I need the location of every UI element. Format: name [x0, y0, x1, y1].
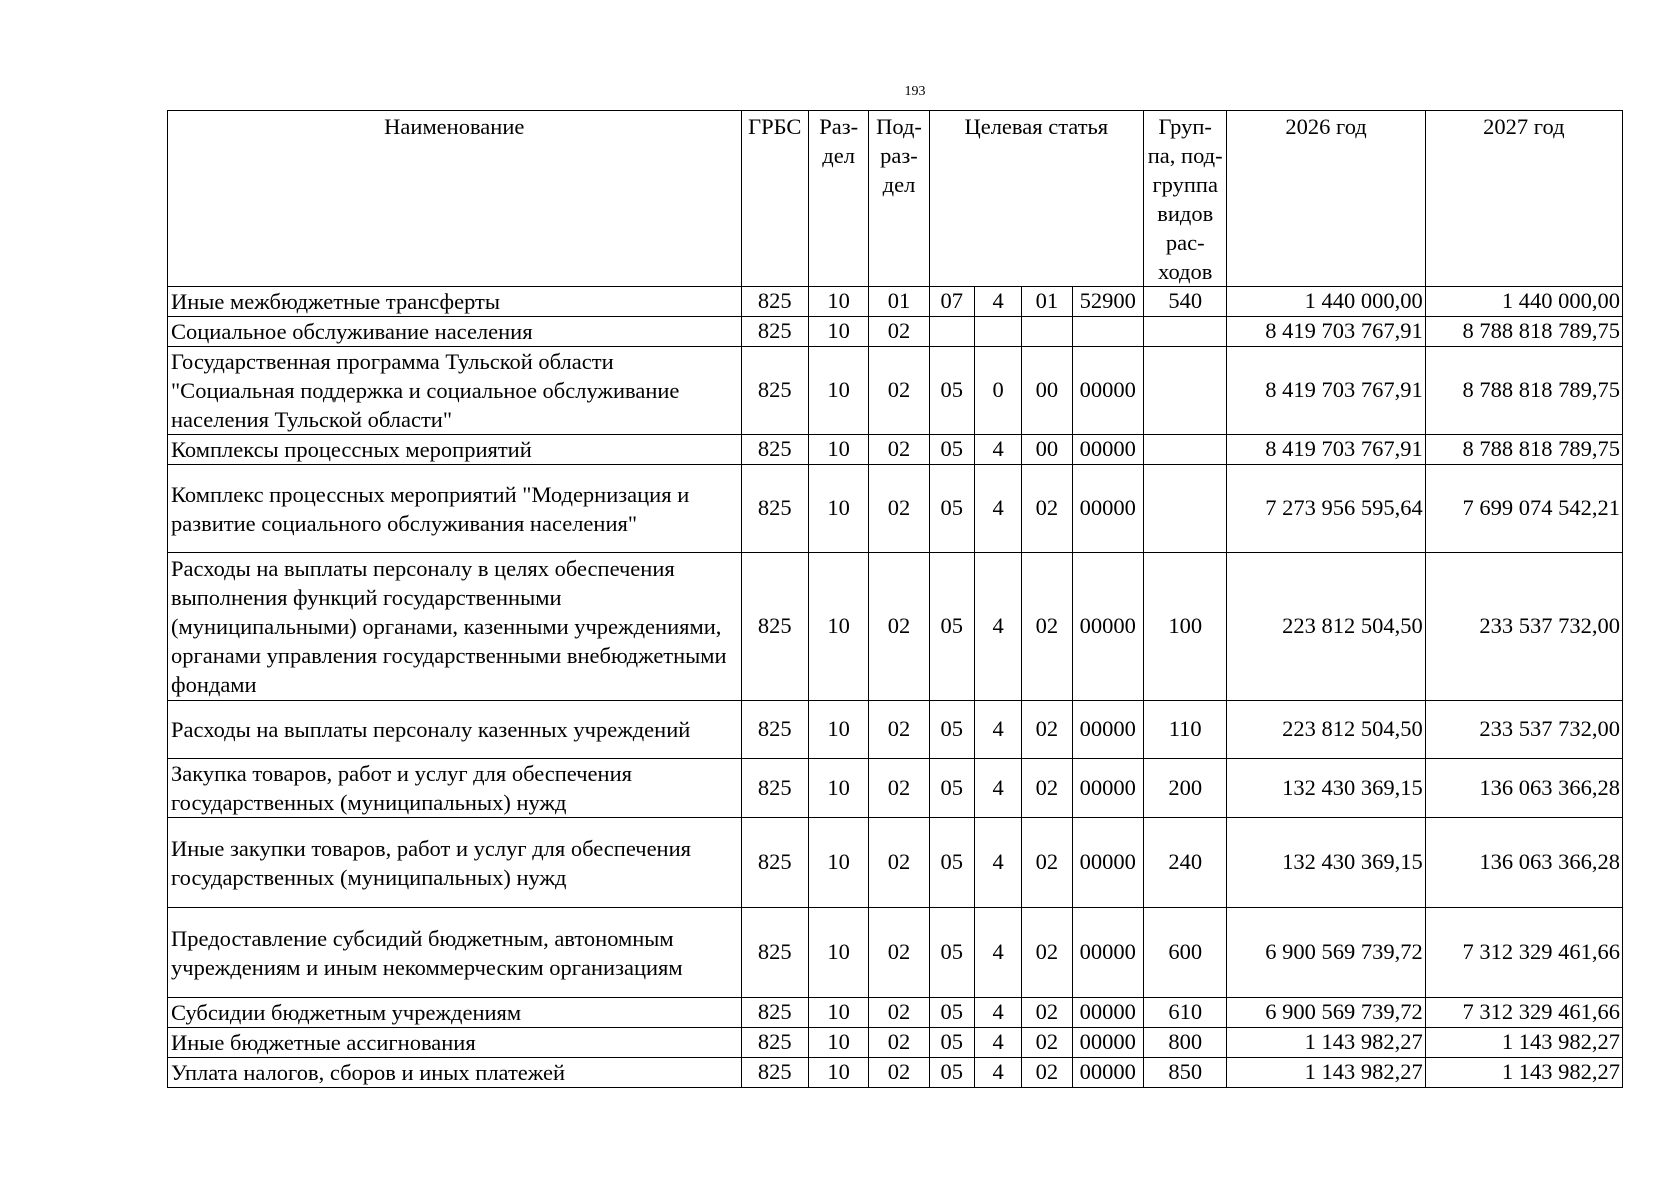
row-target-program: 05	[929, 759, 974, 818]
row-name: Расходы на выплаты персоналу в целях обеспечения выполнения функций государственными (муниципальными) органами, казенными учреждениями, органами управления государственными внебюджетными фондами	[168, 553, 742, 701]
row-target-type: 4	[974, 287, 1021, 317]
row-target-type: 4	[974, 465, 1021, 553]
row-name: Расходы на выплаты персоналу казенных учреждений	[168, 701, 742, 759]
row-expense-group: 800	[1143, 1028, 1227, 1058]
row-target-program: 07	[929, 287, 974, 317]
row-target-structure: 02	[1022, 908, 1072, 998]
header-podrazdel: Под-раз-дел	[869, 111, 929, 287]
row-grbs: 825	[741, 818, 808, 908]
row-target-structure: 02	[1022, 465, 1072, 553]
row-target-program: 05	[929, 1028, 974, 1058]
row-name: Комплексы процессных мероприятий	[168, 435, 742, 465]
row-grbs: 825	[741, 287, 808, 317]
row-podrazdel: 02	[869, 553, 929, 701]
table-row	[168, 347, 1623, 435]
table-row	[168, 701, 1623, 759]
row-amount-2027: 7 312 329 461,66	[1425, 998, 1622, 1028]
header-year-2026: 2026 год	[1227, 111, 1425, 287]
row-razdel: 10	[808, 759, 868, 818]
row-grbs: 825	[741, 1028, 808, 1058]
header-row	[168, 111, 1623, 287]
row-target-direction: 00000	[1072, 553, 1143, 701]
row-target-type: 4	[974, 759, 1021, 818]
row-name: Иные межбюджетные трансферты	[168, 287, 742, 317]
row-amount-2027: 136 063 366,28	[1425, 759, 1622, 818]
table-row	[168, 287, 1623, 317]
row-target-direction: 00000	[1072, 347, 1143, 435]
page-number: 193	[904, 84, 926, 99]
row-grbs: 825	[741, 1058, 808, 1088]
row-name: Государственная программа Тульской области "Социальная поддержка и социальное обслуживание населения Тульской области"	[168, 347, 742, 435]
row-target-program	[929, 317, 974, 347]
row-target-direction: 00000	[1072, 1028, 1143, 1058]
row-target-type: 4	[974, 435, 1021, 465]
row-razdel: 10	[808, 553, 868, 701]
row-amount-2027: 1 143 982,27	[1425, 1028, 1622, 1058]
row-name: Иные бюджетные ассигнования	[168, 1028, 742, 1058]
row-grbs: 825	[741, 908, 808, 998]
row-amount-2027: 136 063 366,28	[1425, 818, 1622, 908]
row-amount-2026: 1 143 982,27	[1227, 1028, 1425, 1058]
row-expense-group: 200	[1143, 759, 1227, 818]
row-grbs: 825	[741, 759, 808, 818]
row-podrazdel: 02	[869, 701, 929, 759]
row-razdel: 10	[808, 701, 868, 759]
row-target-type: 0	[974, 347, 1021, 435]
row-target-direction: 00000	[1072, 998, 1143, 1028]
row-razdel: 10	[808, 465, 868, 553]
row-amount-2026: 223 812 504,50	[1227, 553, 1425, 701]
row-amount-2027: 233 537 732,00	[1425, 553, 1622, 701]
row-target-direction: 00000	[1072, 908, 1143, 998]
row-podrazdel: 02	[869, 347, 929, 435]
row-amount-2026: 1 143 982,27	[1227, 1058, 1425, 1088]
row-expense-group	[1143, 465, 1227, 553]
row-name: Закупка товаров, работ и услуг для обеспечения государственных (муниципальных) нужд	[168, 759, 742, 818]
row-razdel: 10	[808, 347, 868, 435]
row-amount-2026: 132 430 369,15	[1227, 759, 1425, 818]
row-amount-2027: 233 537 732,00	[1425, 701, 1622, 759]
table-row	[168, 435, 1623, 465]
row-amount-2027: 8 788 818 789,75	[1425, 317, 1622, 347]
row-amount-2027: 8 788 818 789,75	[1425, 347, 1622, 435]
row-podrazdel: 02	[869, 435, 929, 465]
table-row	[168, 317, 1623, 347]
row-name: Социальное обслуживание населения	[168, 317, 742, 347]
row-podrazdel: 02	[869, 317, 929, 347]
row-target-type: 4	[974, 1028, 1021, 1058]
row-target-program: 05	[929, 553, 974, 701]
row-target-program: 05	[929, 818, 974, 908]
row-razdel: 10	[808, 287, 868, 317]
budget-table	[167, 110, 1623, 1088]
row-expense-group: 610	[1143, 998, 1227, 1028]
table-row	[168, 1058, 1623, 1088]
row-target-type: 4	[974, 818, 1021, 908]
row-target-direction: 00000	[1072, 818, 1143, 908]
row-grbs: 825	[741, 435, 808, 465]
row-amount-2027: 7 699 074 542,21	[1425, 465, 1622, 553]
row-razdel: 10	[808, 435, 868, 465]
header-expense-group: Груп-па, под-группа видов рас-ходов	[1143, 111, 1227, 287]
row-podrazdel: 02	[869, 908, 929, 998]
row-target-structure: 02	[1022, 1058, 1072, 1088]
row-target-program: 05	[929, 347, 974, 435]
row-podrazdel: 02	[869, 998, 929, 1028]
row-target-type: 4	[974, 1058, 1021, 1088]
row-razdel: 10	[808, 998, 868, 1028]
row-podrazdel: 02	[869, 759, 929, 818]
row-podrazdel: 02	[869, 1058, 929, 1088]
row-amount-2026: 223 812 504,50	[1227, 701, 1425, 759]
table-row	[168, 908, 1623, 998]
row-name: Уплата налогов, сборов и иных платежей	[168, 1058, 742, 1088]
row-amount-2026: 7 273 956 595,64	[1227, 465, 1425, 553]
row-grbs: 825	[741, 553, 808, 701]
row-target-type: 4	[974, 701, 1021, 759]
row-grbs: 825	[741, 465, 808, 553]
row-target-program: 05	[929, 998, 974, 1028]
row-podrazdel: 02	[869, 818, 929, 908]
row-grbs: 825	[741, 317, 808, 347]
row-amount-2027: 1 143 982,27	[1425, 1058, 1622, 1088]
table-row	[168, 998, 1623, 1028]
table-row	[168, 759, 1623, 818]
row-amount-2026: 8 419 703 767,91	[1227, 435, 1425, 465]
header-year-2027: 2027 год	[1425, 111, 1622, 287]
row-podrazdel: 02	[869, 465, 929, 553]
table-row	[168, 1028, 1623, 1058]
row-amount-2026: 6 900 569 739,72	[1227, 998, 1425, 1028]
row-target-direction: 00000	[1072, 701, 1143, 759]
row-amount-2026: 8 419 703 767,91	[1227, 347, 1425, 435]
row-name: Иные закупки товаров, работ и услуг для обеспечения государственных (муниципальных) нужд	[168, 818, 742, 908]
row-target-direction: 00000	[1072, 759, 1143, 818]
row-expense-group	[1143, 435, 1227, 465]
row-amount-2027: 8 788 818 789,75	[1425, 435, 1622, 465]
row-target-structure: 02	[1022, 553, 1072, 701]
row-expense-group	[1143, 347, 1227, 435]
row-expense-group: 850	[1143, 1058, 1227, 1088]
row-name: Комплекс процессных мероприятий "Модернизация и развитие социального обслуживания населения"	[168, 465, 742, 553]
table-row	[168, 553, 1623, 701]
row-amount-2026: 1 440 000,00	[1227, 287, 1425, 317]
row-target-structure: 02	[1022, 818, 1072, 908]
row-target-structure: 02	[1022, 759, 1072, 818]
row-razdel: 10	[808, 818, 868, 908]
header-grbs: ГРБС	[741, 111, 808, 287]
row-grbs: 825	[741, 347, 808, 435]
row-target-structure: 02	[1022, 998, 1072, 1028]
row-expense-group: 600	[1143, 908, 1227, 998]
row-amount-2027: 1 440 000,00	[1425, 287, 1622, 317]
row-razdel: 10	[808, 1058, 868, 1088]
row-target-direction: 00000	[1072, 435, 1143, 465]
row-razdel: 10	[808, 317, 868, 347]
row-target-program: 05	[929, 435, 974, 465]
table-row	[168, 818, 1623, 908]
row-razdel: 10	[808, 908, 868, 998]
row-name: Предоставление субсидий бюджетным, автономным учреждениям и иным некоммерческим организациям	[168, 908, 742, 998]
row-podrazdel: 01	[869, 287, 929, 317]
row-target-structure: 01	[1022, 287, 1072, 317]
row-target-program: 05	[929, 701, 974, 759]
row-target-structure	[1022, 317, 1072, 347]
row-target-structure: 02	[1022, 1028, 1072, 1058]
row-amount-2026: 132 430 369,15	[1227, 818, 1425, 908]
row-expense-group: 100	[1143, 553, 1227, 701]
row-target-direction: 00000	[1072, 465, 1143, 553]
row-amount-2027: 7 312 329 461,66	[1425, 908, 1622, 998]
row-expense-group: 540	[1143, 287, 1227, 317]
row-target-type: 4	[974, 908, 1021, 998]
row-name: Субсидии бюджетным учреждениям	[168, 998, 742, 1028]
row-target-type	[974, 317, 1021, 347]
row-expense-group: 240	[1143, 818, 1227, 908]
row-expense-group	[1143, 317, 1227, 347]
row-amount-2026: 6 900 569 739,72	[1227, 908, 1425, 998]
row-target-structure: 00	[1022, 347, 1072, 435]
header-razdel: Раз-дел	[808, 111, 868, 287]
row-target-program: 05	[929, 908, 974, 998]
row-target-direction: 00000	[1072, 1058, 1143, 1088]
row-target-structure: 00	[1022, 435, 1072, 465]
row-podrazdel: 02	[869, 1028, 929, 1058]
row-target-type: 4	[974, 553, 1021, 701]
row-target-direction: 52900	[1072, 287, 1143, 317]
row-target-program: 05	[929, 1058, 974, 1088]
row-razdel: 10	[808, 1028, 868, 1058]
row-target-structure: 02	[1022, 701, 1072, 759]
table-row	[168, 465, 1623, 553]
table-body	[168, 287, 1623, 1088]
header-target-article: Целевая статья	[929, 111, 1143, 287]
header-name: Наименование	[168, 111, 742, 287]
row-expense-group: 110	[1143, 701, 1227, 759]
row-amount-2026: 8 419 703 767,91	[1227, 317, 1425, 347]
row-target-direction	[1072, 317, 1143, 347]
row-grbs: 825	[741, 701, 808, 759]
row-target-program: 05	[929, 465, 974, 553]
row-grbs: 825	[741, 998, 808, 1028]
row-target-type: 4	[974, 998, 1021, 1028]
